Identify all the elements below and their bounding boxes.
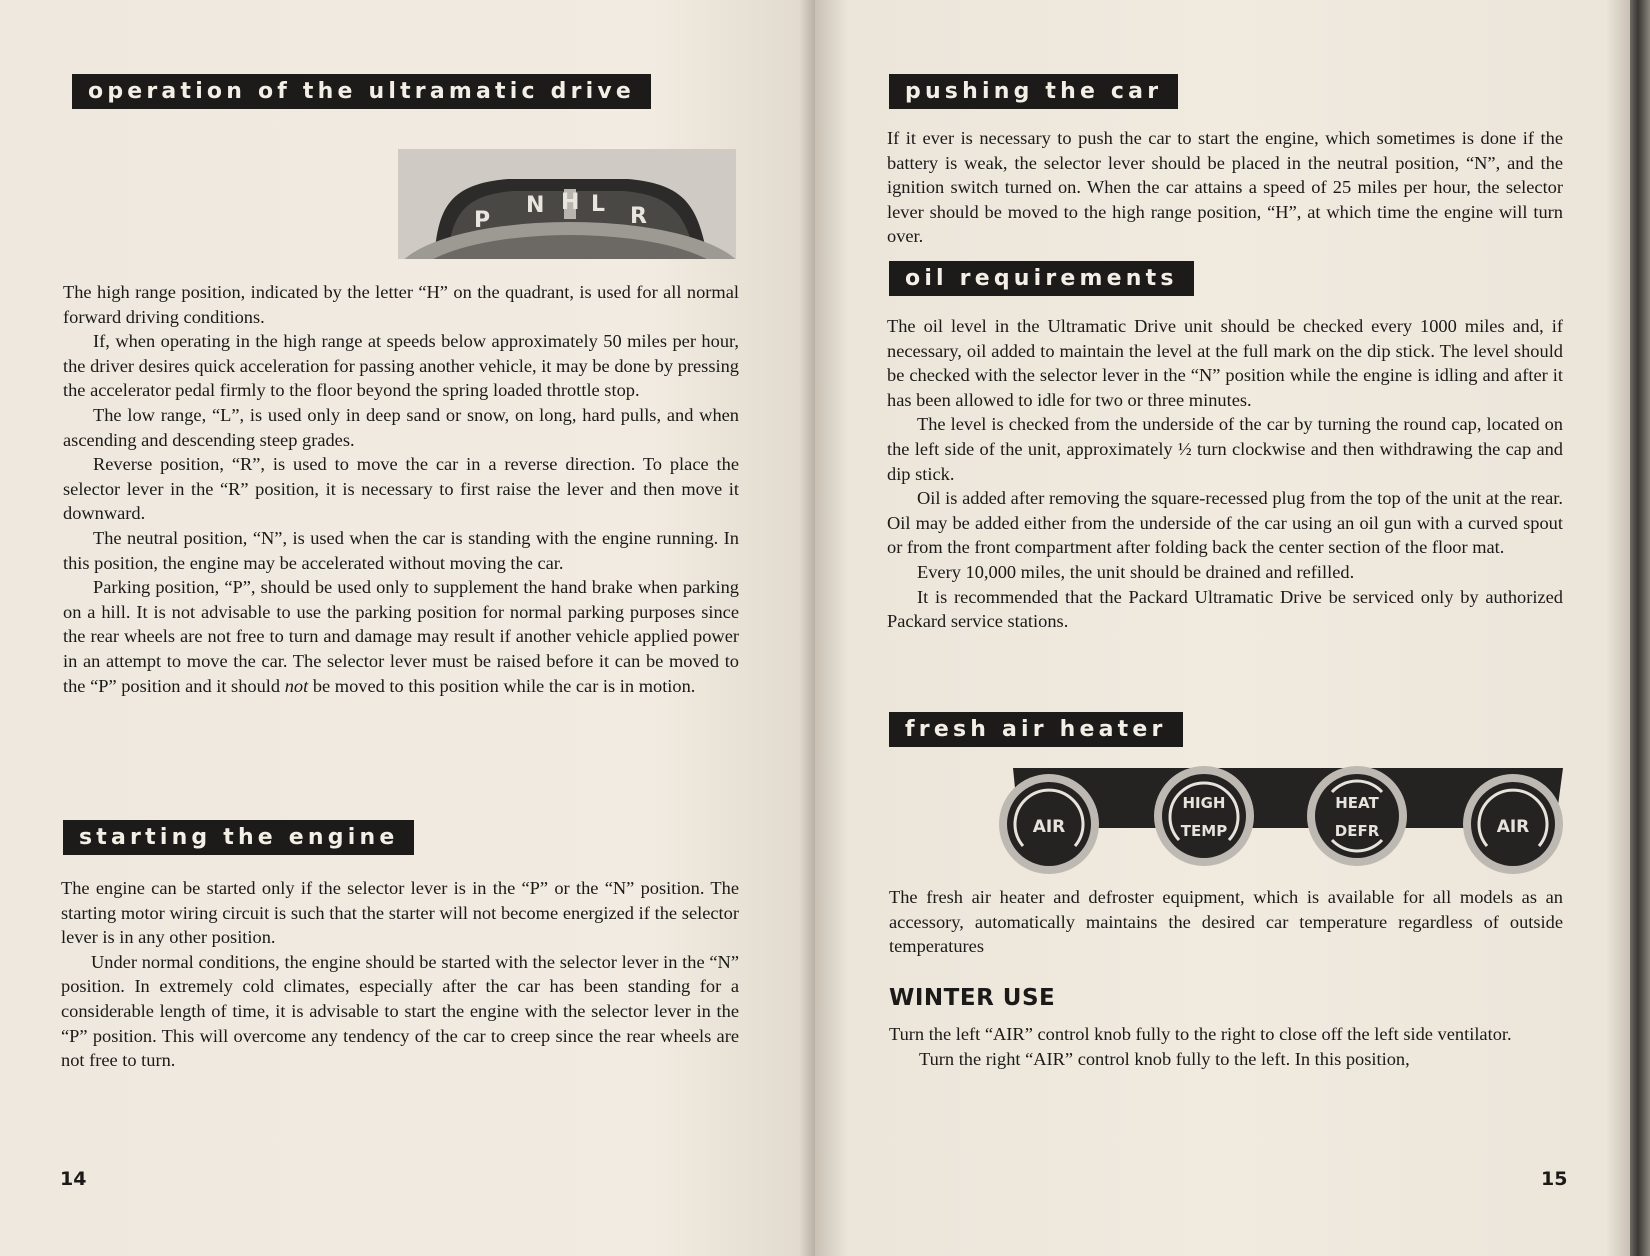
paragraph: The high range position, indicated by the letter “H” on the quadrant, is used for all normal forward driving conditions. [63, 282, 739, 327]
paragraph: It is recommended that the Packard Ultramatic Drive be serviced only by authorized Packard service stations. [887, 586, 1563, 632]
quadrant-letter: H [561, 190, 580, 215]
quadrant-letter: L [591, 192, 606, 217]
paragraph: Turn the right “AIR” control knob fully to the left. In this position, [919, 1048, 1410, 1069]
pushing-car-text [887, 126, 1563, 249]
paragraph: Under normal conditions, the engine should be started with the selector lever in the “N” position. In extremely cold climates, especially after the car has been standing for a considerable length of time, it is advisable to start the engine with the selector lever in the “P” position. This will overcome any tendency of the car to creep since the rear wheels are not free to turn. [61, 951, 739, 1071]
knob-label: AIR [1496, 817, 1530, 837]
paragraph: If, when operating in the high range at speeds below approximately 50 miles per hour, the driver desires quick acceleration for passing another vehicle, it may be done by pressing the accelerator pedal firmly to the floor beyond the spring loaded throttle stop. [63, 331, 739, 401]
heading-starting-engine: starting the engine [63, 820, 414, 855]
text-span: Parking position, “P”, should be used only to supplement the hand brake when parking on a hill. It is not advisable to use the parking position for normal parking purposes since the rear wheels are not free to turn and damage may result if another vehicle applied power in an attempt to move the car. The selector lever must be raised before it can be moved to the “P” position and it should [63, 577, 739, 696]
fresh-air-heater-text [889, 885, 1563, 959]
page-number: 15 [1541, 1168, 1568, 1190]
ultramatic-drive-text [63, 280, 739, 698]
heater-control-panel-photo [999, 766, 1563, 874]
book-edge [1630, 0, 1650, 1256]
quadrant-letter: P [474, 208, 491, 233]
subheading-winter-use: WINTER USE [889, 985, 1056, 1011]
heading-operation-ultramatic-drive: operation of the ultramatic drive [72, 74, 651, 109]
paragraph: The engine can be started only if the selector lever is in the “P” or the “N” position. The starting motor wiring circuit is such that the starter will not become energized if the selector lever is in any other position. [61, 878, 739, 948]
knob-label: HEAT [1335, 794, 1379, 812]
selector-quadrant-photo [398, 149, 736, 259]
knob-air-right [1463, 774, 1563, 874]
text-span: be moved to this position while the car is in motion. [308, 675, 696, 696]
quadrant-letter: R [630, 204, 647, 229]
paragraph: The oil level in the Ultramatic Drive unit should be checked every 1000 miles and, if necessary, oil added to maintain the level at the full mark on the dip stick. The level should be checked with the selector lever in the “N” position while the engine is idling and after it has been allowed to idle for two or three minutes. [887, 316, 1563, 410]
knob-high-temp [1154, 766, 1254, 866]
knob-label: TEMP [1180, 822, 1228, 840]
paragraph: The level is checked from the underside of the car by turning the round cap, located on the left side of the unit, approximately ½ turn clockwise and then withdrawing the cap and dip stick. [887, 414, 1563, 484]
paragraph: Every 10,000 miles, the unit should be drained and refilled. [917, 561, 1355, 582]
paragraph: If it ever is necessary to push the car to start the engine, which sometimes is done if the battery is weak, the selector lever should be placed in the neutral position, “N”, and the ignition switch turned on. When the car attains a speed of 25 miles per hour, the selector lever should be moved to the high range position, “H”, at which time the engine will turn over. [887, 128, 1563, 247]
heading-pushing-car: pushing the car [889, 74, 1178, 109]
starting-engine-text [61, 876, 739, 1073]
heading-oil-requirements: oil requirements [889, 261, 1194, 296]
right-page [815, 0, 1630, 1256]
paragraph: Turn the left “AIR” control knob fully to the right to close off the left side ventilator. [889, 1024, 1512, 1044]
quadrant-letter: N [526, 193, 545, 218]
emphasis: not [284, 675, 309, 696]
heading-fresh-air-heater: fresh air heater [889, 712, 1183, 747]
paragraph: The low range, “L”, is used only in deep sand or snow, on long, hard pulls, and when ascending and descending steep grades. [63, 404, 739, 450]
left-page [0, 0, 815, 1256]
parking-paragraph [63, 575, 739, 698]
knob-heat-defr [1307, 766, 1407, 866]
knob-label: AIR [1032, 817, 1066, 837]
knob-label: DEFR [1334, 822, 1380, 840]
winter-use-text [889, 1022, 1563, 1071]
paragraph: The neutral position, “N”, is used when the car is standing with the engine running. In this position, the engine may be accelerated without moving the car. [63, 527, 739, 573]
page-number: 14 [60, 1168, 87, 1190]
paragraph: Oil is added after removing the square-recessed plug from the top of the unit at the rear. Oil may be added either from the underside of the car using an oil gun with a curved spout or from the front compartment after folding back the center section of the floor mat. [887, 488, 1563, 558]
oil-requirements-text [887, 314, 1563, 634]
paragraph: The fresh air heater and defroster equipment, which is available for all models as an accessory, automatically maintains the desired car temperature regardless of outside temperatures [889, 887, 1563, 957]
knob-air-left [999, 774, 1099, 874]
paragraph: Reverse position, “R”, is used to move the car in a reverse direction. To place the selector lever in the “R” position, it is necessary to first raise the lever and then move it downward. [63, 454, 739, 524]
knob-label: HIGH [1182, 794, 1226, 812]
